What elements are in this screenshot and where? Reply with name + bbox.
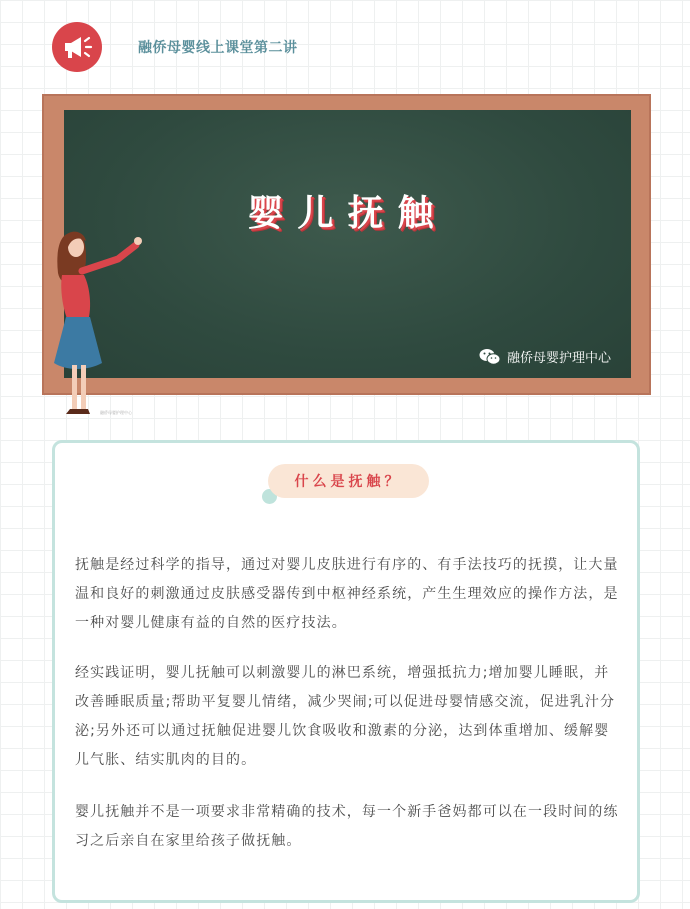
- source-watermark: [479, 347, 611, 366]
- paragraph-benefits: 经实践证明，婴儿抚触可以刺激婴儿的淋巴系统，增强抵抗力;增加婴儿睡眠，并改善睡眠质量;帮助平复婴儿情绪，减少哭闹;可以促进母婴情感交流，促进乳汁分泌;另外还可以通过抚触促进婴儿饮食吸收和激素的分泌，达到体重增加、缓解婴儿气胀、结实肌肉的目的。: [75, 665, 616, 768]
- wechat-icon: [479, 348, 501, 366]
- watermark-text: 融侨母婴护理中心: [506, 351, 611, 366]
- paragraph-practice: 婴儿抚触并不是一项要求非常精确的技术，每一个新手爸妈都可以在一段时间的练习之后亲自在家里给孩子做抚触。: [75, 804, 619, 849]
- blackboard: [64, 110, 631, 378]
- megaphone-icon: [52, 22, 102, 72]
- content-card: [52, 440, 640, 903]
- page-title: 融侨母婴线上课堂第二讲: [138, 40, 298, 56]
- blackboard-title: 婴儿抚触: [247, 193, 448, 234]
- header: [52, 22, 298, 72]
- teacher-illustration: [48, 225, 148, 420]
- section-heading: 什么是抚触？: [268, 464, 429, 498]
- illustration-caption: 融侨母婴护理中心: [100, 410, 132, 415]
- paragraph-definition: 抚触是经过科学的指导，通过对婴儿皮肤进行有序的、有手法技巧的抚摸，让大量温和良好的刺激通过皮肤感受器传到中枢神经系统，产生生理效应的操作方法，是一种对婴儿健康有益的自然的医疗技法。: [75, 557, 619, 631]
